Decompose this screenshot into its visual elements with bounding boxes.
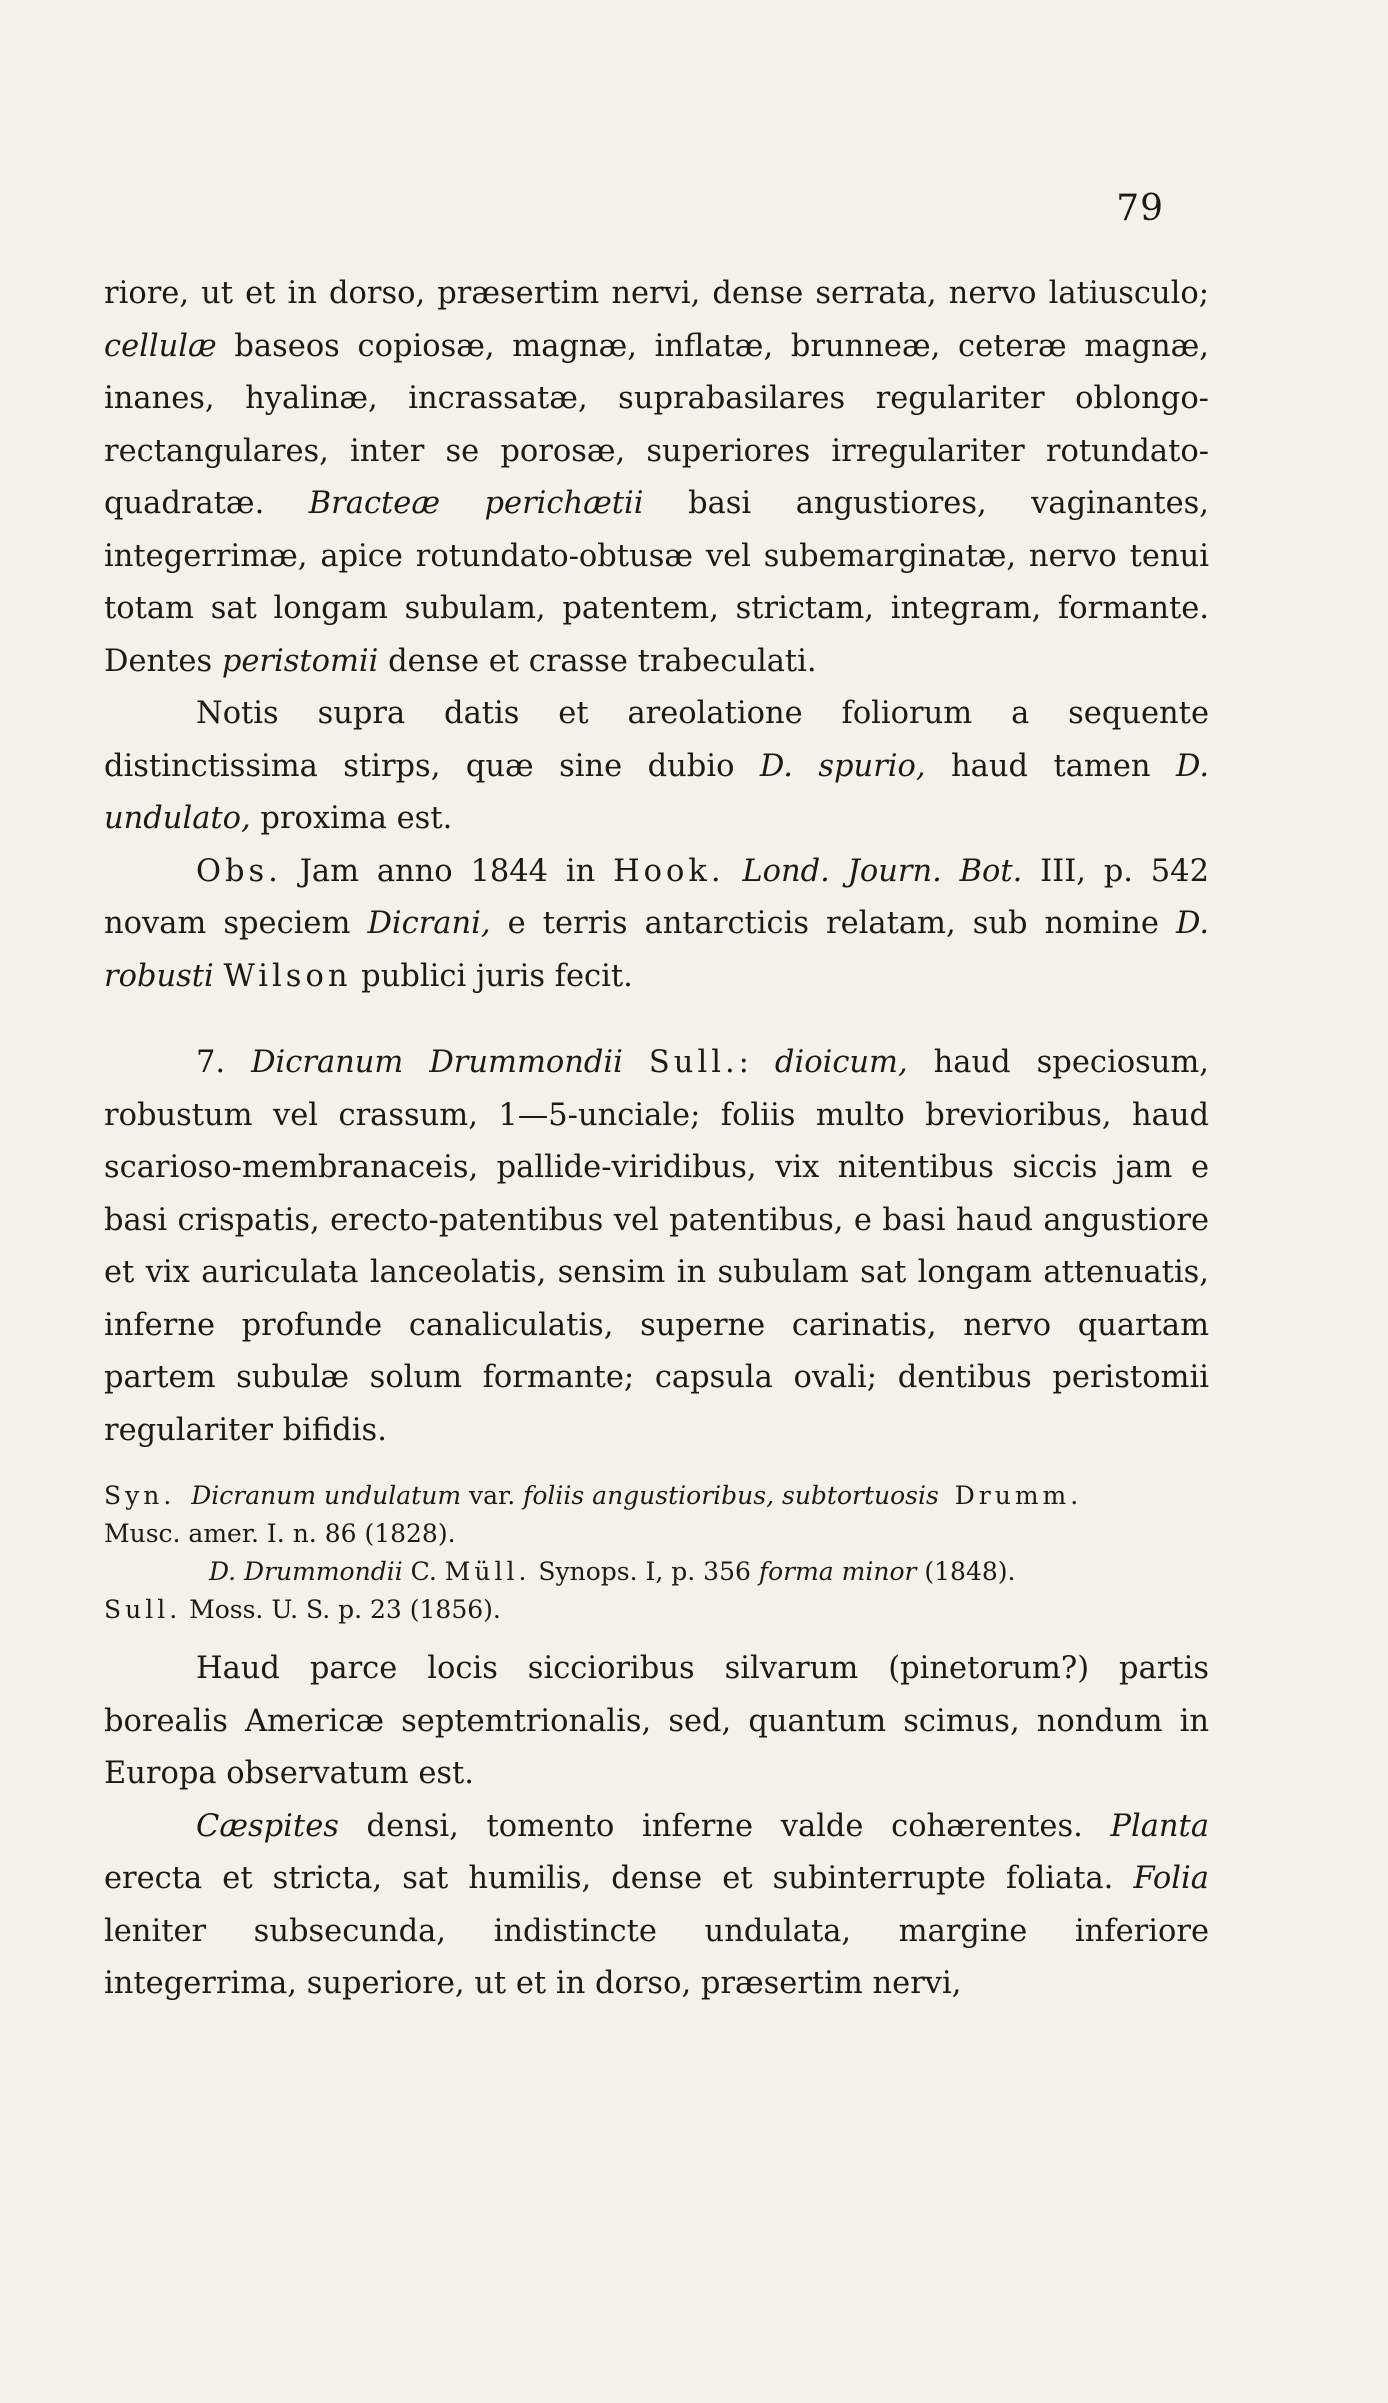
synonym-reference: Sull. Moss. U. S. p. 23 (1856). [104, 1595, 501, 1624]
paragraph-habitat: Haud parce locis siccioribus silvarum (pinetorum?) partis borealis Americæ septemtrionalis, sed, quantum scimus, nondum in Europa observatum est. [104, 1651, 1209, 1791]
paragraph-morphology: Cæspites densi, tomento inferne valde cohærentes. Planta erecta et stricta, sat humilis, dense et subinterrupte foliata. Folia leniter subsecunda, indistincte undulata, margine inferiore integerrima, superiore, ut et in dorso, præsertim nervi, [104, 1808, 1209, 2001]
paragraph-notis: Notis supra datis et areolatione foliorum a sequente distinctissima stirps, quæ sine dubio D. spurio, haud tamen D. undulato, proxima est. [104, 696, 1210, 836]
paragraph-description-continued: riore, ut et in dorso, præsertim nervi, dense serrata, nervo latiusculo; cellulæ baseos copiosæ, magnæ, inflatæ, brunneæ, ceteræ magnæ, inanes, hyalinæ, incrassatæ, suprabasilares regulariter oblongo-rectangulares, inter se porosæ, superiores irregulariter rotundato-quadratæ. Bracteæ perichætii basi angustiores, vaginantes, integerrimæ, apice rotundato-obtusæ vel subemarginatæ, nervo tenui totam sat longam subulam, patentem, strictam, integram, formante. Dentes peristomii dense et crasse trabeculati. [104, 276, 1210, 679]
synonymy-block [104, 1477, 1209, 1629]
synonym-entry: D. Drummondii C. Müll. Synops. I, p. 356 forma minor (1848). [209, 1557, 1016, 1586]
synonym-reference: Musc. amer. I. n. 86 (1828). [104, 1519, 456, 1548]
text-body [104, 268, 1209, 2011]
paragraph-species-7: 7. Dicranum Drummondii Sull.: dioicum, haud speciosum, robustum vel crassum, 1—5-unciale; foliis multo brevioribus, haud scarioso-membranaceis, pallide-viridibus, vix nitentibus siccis jam e basi crispatis, erecto-patentibus vel patentibus, e basi haud angustiore et vix auriculata lanceolatis, sensim in subulam sat longam attenuatis, inferne profunde canaliculatis, superne carinatis, nervo quartam partem subulæ solum formante; capsula ovali; dentibus peristomii regulariter bifidis. [104, 1045, 1209, 1448]
synonym-entry: Syn. Dicranum undulatum var. foliis angustioribus, subtortuosis Drumm. [104, 1481, 1083, 1510]
page-number: 79 [1116, 188, 1164, 229]
paragraph-observation: Obs. Jam anno 1844 in Hook. Lond. Journ. Bot. III, p. 542 novam speciem Dicrani, e terris antarcticis relatam, sub nomine D. robusti Wilson publici juris fecit. [104, 853, 1210, 994]
